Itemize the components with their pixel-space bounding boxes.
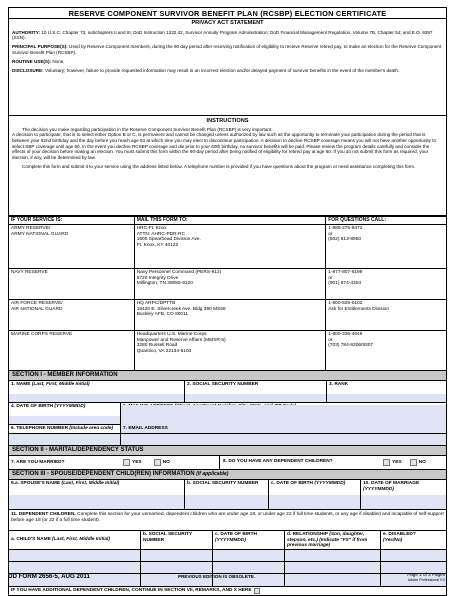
spouse-dob-hint: (YYYYMMDD): [314, 481, 346, 486]
service-line: ARMY RESERVE/: [11, 226, 51, 231]
routine-label: ROUTINE USE(S):: [12, 58, 52, 64]
name-field[interactable]: [9, 381, 185, 402]
email-input[interactable]: [121, 434, 446, 445]
col-child-ssn: b. SOCIAL SECURITY NUMBER: [141, 531, 213, 549]
call-line: 1-877-807-8199: [328, 270, 363, 275]
instructions-p2: A decision to participate, that is to select either Option B or C, is permanent and cannot be changed unless authorized by law such as the opportunity to terminate your participation during the period that is between your 62nd birthday and the day before you reach age 63 at which time you may elect to discontinue participation. A decision to decline RCSBP coverage means you will not have another opportunity to select SBP coverage until age 60. In the event you decline RCSBP coverage and die prior to your 60th birthday, no survivor benefits will be paid. Please review the program details carefully and consider the effects of your decision before making an election. You must submit this form within the 90-day period after being notified of eligibility for retired pay at age 60. If you do not submit this form as required, your election, if any, will be determined by law.: [12, 132, 437, 161]
routine-text: None.: [52, 58, 65, 64]
mail-line: 5720 Integrity Drive: [136, 275, 179, 281]
form-id: DD FORM 2656-5, AUG 2011: [8, 573, 90, 580]
ssn-input[interactable]: [185, 394, 326, 402]
col-relationship: [285, 531, 381, 549]
continue-note: IF YOU HAVE ADDITIONAL DEPENDENT CHILDREN, CONTINUE IN SECTION VII, REMARKS, AND X HERE: [11, 588, 252, 594]
authority-label: AUTHORITY:: [12, 29, 40, 35]
married-yes-label: YES: [132, 459, 142, 465]
name-hint: (Last, First, Middle Initial): [31, 382, 90, 387]
service-line: MARINE CORPS RESERVE: [11, 332, 73, 337]
call-line: 1-800-525-0102: [328, 301, 363, 306]
email-field[interactable]: [121, 425, 446, 433]
mail-line: Navy Personnel Command (PERS-912): [136, 270, 222, 275]
mail-line: HRC-Ft. Knox: [136, 226, 167, 231]
dob-hint: (YYYYMMDD): [54, 404, 86, 409]
routine-paragraph: [12, 59, 443, 65]
section-3-header: [8, 470, 447, 480]
disclosure-text: Voluntary; however, failure to provide requested information may result in an incorrect election and/or delayed payment of survivor benefits in the event of the member's death.: [44, 67, 400, 73]
call-line: or: [328, 337, 333, 343]
mail-cell: [134, 269, 326, 300]
col-child-name: [9, 531, 141, 549]
service-line: AIR NATIONAL GUARD: [11, 306, 63, 312]
service-cell: [9, 225, 135, 269]
software-note: Adobe Professional 9.0: [407, 578, 445, 582]
married-yes-checkbox[interactable]: [123, 459, 130, 466]
mail-line: HQ ARPC/DPTTB: [136, 301, 176, 306]
mail-cell: [134, 331, 326, 371]
call-line: (703) 784-9306/9307: [328, 343, 374, 349]
col-relationship-hint: (Son, daughter, stepson, etc.) (Indicate "FS" if from previous marriage): [287, 532, 368, 549]
section-1-row-3: [8, 425, 447, 434]
child-name-input[interactable]: [9, 550, 141, 561]
children-yes-label: YES: [392, 459, 402, 465]
mail-line: 1600 Spearhead Division Ave.: [136, 237, 201, 243]
call-line: 1-888-276-9472: [328, 226, 363, 231]
continue-row: [8, 587, 447, 596]
col-child-name-label: a. CHILD'S NAME: [11, 537, 51, 542]
spouse-name-label: 9.a. SPOUSE'S NAME: [11, 481, 61, 486]
dd-form-2656-5: [8, 7, 447, 594]
instructions-p3: Complete this form and submit it to your service using the address listed below. A telephone number is provided if you have questions about the program or need assistance completing this form.: [22, 163, 416, 169]
call-line: 1-800-336-4649: [328, 332, 363, 337]
spouse-ssn-input[interactable]: [185, 495, 268, 509]
service-line: ARMY NATIONAL GUARD: [11, 231, 69, 237]
col-child-dob-label: c. DATE OF BIRTH: [215, 532, 258, 537]
children-no-label: NO: [418, 459, 426, 465]
mail-line: ATTN: AHRC-PDR-RC: [136, 231, 186, 237]
section-1-row-1: [8, 381, 447, 403]
call-cell: [326, 269, 447, 300]
dob-field[interactable]: [9, 403, 121, 424]
col-disabled-hint: (Yes/No): [383, 537, 403, 543]
mail-line: Manpower and Reserve Affairs (MMSR-5): [136, 337, 226, 343]
mail-line: Millington, TN 38055-9120: [136, 281, 193, 287]
ssn-label: 2. SOCIAL SECURITY NUMBER: [187, 382, 259, 387]
form-footer: [8, 572, 447, 583]
dob-label: 4. DATE OF BIRTH: [11, 404, 54, 409]
header-mail: MAIL THIS FORM TO:: [134, 217, 326, 225]
dependent-children-instructions: [8, 510, 447, 531]
call-line: (502) 613-8950: [328, 237, 362, 243]
call-line: Ask for Entitlements Division: [328, 306, 390, 312]
mail-line: Headquarters U.S. Marine Corps: [136, 332, 207, 337]
married-no-label: NO: [162, 459, 170, 465]
call-cell: [326, 225, 447, 269]
privacy-heading: PRIVACY ACT STATEMENT: [191, 20, 264, 26]
rank-label: 3. RANK: [329, 382, 349, 387]
col-relationship-label: d. RELATIONSHIP: [287, 532, 328, 537]
col-child-dob-hint: (YYYYMMDD): [215, 537, 246, 543]
section-3-hint: (If applicable): [196, 471, 229, 477]
marriage-date-label: 10. DATE OF MARRIAGE: [363, 481, 420, 486]
privacy-act-statement: [8, 19, 447, 116]
call-line: (901) 874-4304: [328, 281, 362, 287]
header-call: FOR QUESTIONS CALL:: [326, 217, 447, 225]
section-3-row-spouse: [8, 480, 447, 510]
mail-line: Quantico, VA 22134-5103: [136, 348, 192, 354]
married-options: [121, 459, 219, 466]
col-child-dob: [213, 531, 285, 549]
spouse-name-hint: (Last, First, Middle Initial): [61, 481, 120, 486]
marriage-date-field[interactable]: [361, 480, 446, 509]
table-row: [9, 550, 446, 562]
table-row: [9, 300, 447, 331]
section-2-row: [8, 456, 447, 470]
instructions-heading: INSTRUCTIONS: [206, 118, 249, 124]
purpose-paragraph: [12, 44, 443, 55]
child-relationship-input[interactable]: [285, 550, 381, 561]
spouse-name-input[interactable]: [9, 495, 184, 509]
phone-fill: [9, 434, 120, 445]
purpose-label: PRINCIPAL PURPOSE(S):: [12, 44, 68, 50]
disclosure-paragraph: [12, 68, 443, 74]
continue-checkbox[interactable]: [254, 588, 260, 594]
mail-line: Ft. Knox, KY 40122: [136, 242, 179, 248]
rank-field[interactable]: [327, 381, 446, 402]
service-line: NAVY RESERVE: [11, 270, 48, 275]
ssn-field[interactable]: [185, 381, 327, 402]
children-yes-checkbox[interactable]: [383, 459, 390, 466]
mail-cell: [134, 225, 326, 269]
address-field[interactable]: [121, 403, 446, 424]
dependent-children-text: [11, 512, 444, 528]
authority-text: 10 U.S.C. Chapter 73, subchapters II and III; DoD Instruction 1332.42, Survivor Annuity Program Administration; DoD Financial Management Regulation, Volume 7B, Chapter 54; and E.O. 9397 (SSN).: [12, 29, 433, 41]
spouse-dob-label: c. DATE OF BIRTH: [271, 481, 314, 486]
mail-line: Buckley AFB, CO 80011: [136, 312, 189, 318]
mail-cell: [134, 300, 326, 331]
disclosure-label: DISCLOSURE:: [12, 67, 44, 73]
table-row: [9, 331, 447, 371]
phone-label: 6. TELEPHONE NUMBER: [11, 426, 69, 431]
col-disabled: [381, 531, 446, 549]
spouse-ssn-field[interactable]: [185, 480, 269, 509]
phone-input[interactable]: [9, 434, 121, 445]
married-no-checkbox[interactable]: [154, 459, 161, 466]
rank-input[interactable]: [327, 394, 446, 402]
children-options: [381, 459, 446, 466]
name-input[interactable]: [9, 394, 184, 402]
section-3-title: SECTION III - SPOUSE/DEPENDENT CHILD(REN) INFORMATION: [12, 471, 195, 477]
section-2-header: SECTION II - MARITAL/DEPENDENCY STATUS: [8, 446, 447, 456]
spouse-dob-input[interactable]: [269, 495, 360, 509]
phone-hint: (Include area code): [69, 426, 114, 431]
service-line: AIR FORCE RESERVE/: [11, 301, 63, 306]
phone-field[interactable]: [9, 425, 121, 433]
section-1-row-2: [8, 403, 447, 425]
section-1-header: SECTION I - MEMBER INFORMATION: [8, 371, 447, 381]
previous-edition: PREVIOUS EDITION IS OBSOLETE.: [178, 574, 256, 579]
service-cell: [9, 269, 135, 300]
child-ssn-input[interactable]: [141, 550, 213, 561]
table-row: [9, 225, 447, 269]
instructions-p1: The decision you make regarding participation in the Reserve Component Survivor Benefit Plan (RCSBP) is very important.: [22, 126, 273, 132]
purpose-text: Used by Reserve Component members, during the 90 day period after receiving notification of eligibility to receive Reserve retired pay, to make an election for the Reserve Component Survivor Benefit Plan (RCSBP).: [12, 44, 442, 55]
section-1-row-4: [8, 434, 447, 446]
call-cell: [326, 300, 447, 331]
call-line: or: [328, 275, 333, 281]
name-label: 1. NAME: [11, 382, 31, 387]
table-row: [9, 269, 447, 300]
address-table: [8, 216, 447, 371]
spouse-dob-field[interactable]: [269, 480, 361, 509]
instructions: [8, 116, 447, 216]
children-question: 8. DO YOU HAVE ANY DEPENDENT CHILDREN?: [219, 456, 381, 469]
dob-input[interactable]: [9, 416, 120, 424]
email-fill: [121, 434, 446, 445]
col-disabled-label: e. DISABLED?: [383, 532, 416, 537]
col-child-name-hint: (Last, First, Middle Initial): [52, 537, 110, 542]
page-number: Page 1 of 3 Pages: [407, 572, 445, 577]
dependent-children-label: 11. DEPENDENT CHILDREN.: [11, 512, 76, 517]
married-question: 7. ARE YOU MARRIED?: [11, 459, 65, 465]
header-service: IF YOUR SERVICE IS:: [9, 217, 135, 225]
child-dob-input[interactable]: [213, 550, 285, 561]
child-disabled-input[interactable]: [381, 550, 446, 561]
dependent-children-desc: Complete this section for your unmarried, dependent children who are under age 18, or under age 22 if full time students, or any age if disabled and incapable of self-support before age 18 (or 22 if a full time student).: [11, 512, 444, 523]
service-cell: [9, 300, 135, 331]
spouse-name-field[interactable]: [9, 480, 185, 509]
children-no-checkbox[interactable]: [410, 459, 417, 466]
service-cell: [9, 331, 135, 371]
spouse-ssn-label: b. SOCIAL SECURITY NUMBER: [187, 481, 259, 486]
marriage-date-input[interactable]: [361, 495, 446, 509]
form-title: RESERVE COMPONENT SURVIVOR BENEFIT PLAN (RCSBP) ELECTION CERTIFICATE: [8, 7, 447, 19]
call-line: or: [328, 231, 333, 237]
children-table-header: [8, 531, 447, 550]
email-label: 7. EMAIL ADDRESS: [123, 426, 168, 431]
marriage-date-hint: (YYYYMMDD): [363, 486, 394, 492]
call-cell: [326, 331, 447, 371]
authority-paragraph: [12, 30, 443, 41]
mail-line: 18420 E. Silvercreek Ave. Bldg 390 MS68: [136, 306, 226, 312]
mail-line: 3280 Russell Road: [136, 343, 178, 349]
